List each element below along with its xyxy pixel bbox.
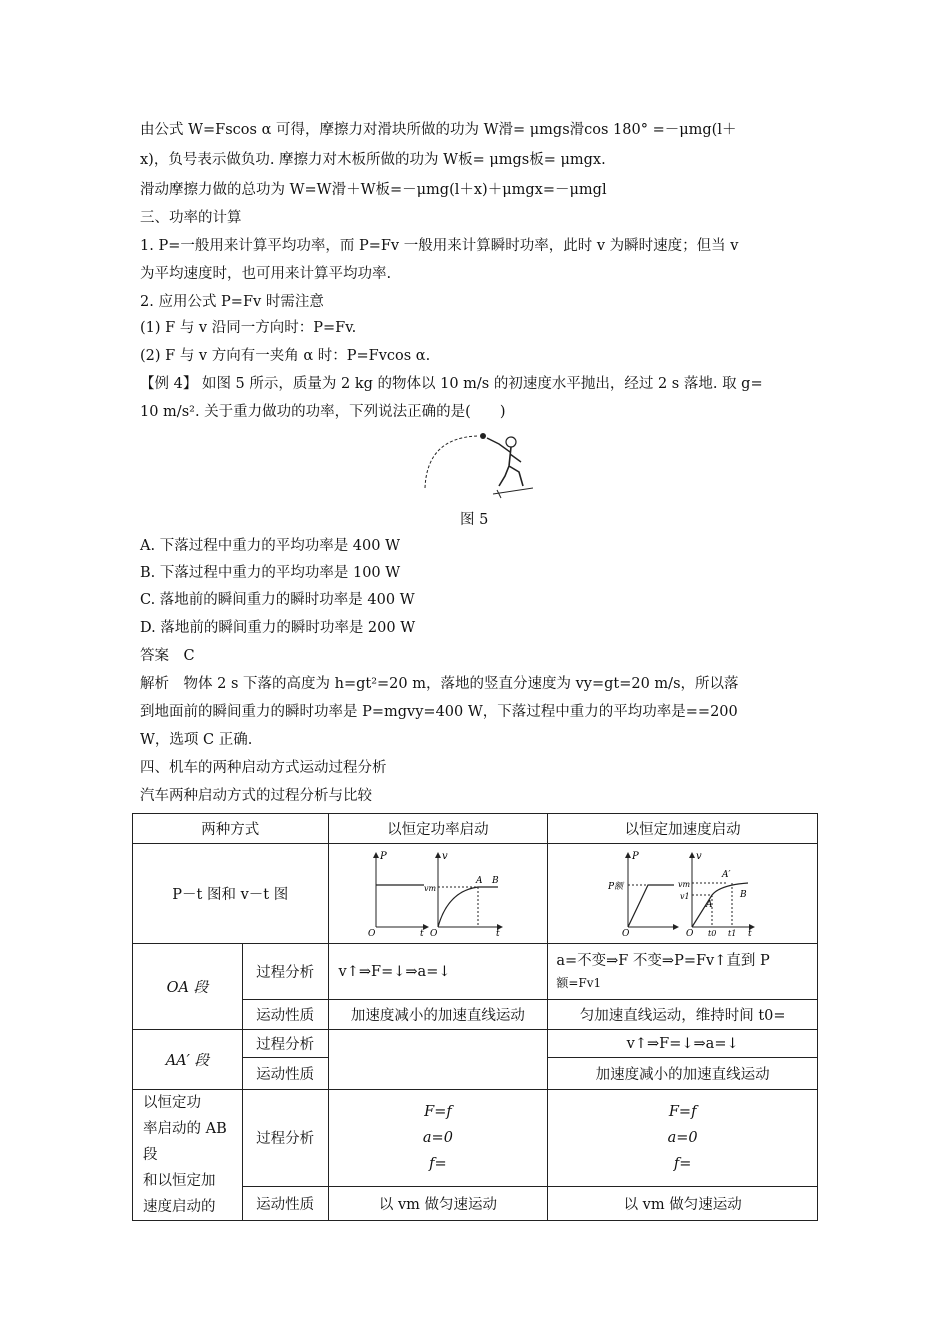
formula-line: a=0 [667, 1129, 698, 1146]
paragraph: 2. 应用公式 P=Fv 时需注意 [140, 294, 324, 310]
label-a: A [705, 899, 713, 910]
nature-label: 运动性质 [242, 1000, 328, 1030]
label-origin: O [621, 928, 630, 937]
axis-label-t: t [747, 928, 752, 937]
label-origin: O [429, 928, 438, 937]
label-v1: v1 [679, 891, 690, 901]
analysis: 到地面前的瞬间重力的瞬时功率是 P=mgvy=400 W，下落过程中重力的平均功率是==200 [140, 704, 738, 720]
option-d: D. 落地前的瞬间重力的瞬时功率是 200 W [140, 620, 416, 636]
aa-process-row [133, 1030, 818, 1058]
label-t1: t1 [727, 928, 736, 937]
row-label-line: 速度启动的 [143, 1199, 216, 1215]
option-c: C. 落地前的瞬间重力的瞬时功率是 400 W [140, 592, 415, 608]
aa-process-const-acc: v↑⇒F=↓⇒a=↓ [548, 1030, 818, 1058]
axis-label-p: P [631, 850, 639, 862]
label-p-rated: P额 [607, 881, 623, 892]
label-a: A [475, 875, 483, 886]
example-question: 10 m/s². 关于重力做功的功率，下列说法正确的是( ) [140, 404, 506, 420]
formula-line: f= [429, 1155, 447, 1172]
table-header: 两种方式 [133, 814, 329, 844]
row-label-line: 以恒定功 [143, 1095, 201, 1111]
const-power-graphs [328, 844, 548, 944]
paragraph: 滑动摩擦力做的总功为 W=W滑＋W板=－μmg(l＋x)＋μmgx=－μmgl [140, 182, 607, 198]
const-acc-pt-vt-graph [608, 847, 758, 937]
row-label-aa: AA′ 段 [133, 1030, 243, 1090]
axis-label-v: v [695, 850, 702, 862]
row-label-line: 和以恒定加 [143, 1173, 216, 1189]
section-heading: 三、功率的计算 [140, 210, 242, 226]
formula-line: a=不变⇒F 不变⇒P=Fv↑直到 P [556, 952, 770, 969]
oa-process-const-acc [548, 944, 818, 1000]
formula-line: F=f [668, 1103, 697, 1120]
table-intro: 汽车两种启动方式的过程分析与比较 [140, 788, 372, 804]
oa-process-row [133, 944, 818, 1000]
label-origin: O [367, 928, 376, 937]
option-a: A. 下落过程中重力的平均功率是 400 W [140, 538, 400, 554]
ab-nature-const-acc: 以 vm 做匀速运动 [548, 1186, 818, 1220]
row-label-oa: OA 段 [133, 944, 243, 1030]
oa-nature-const-power: 加速度减小的加速直线运动 [328, 1000, 548, 1030]
label-b: B [739, 889, 747, 900]
projectile-thrower-figure [415, 428, 533, 500]
ab-process-row [133, 1090, 818, 1187]
label-origin: O [685, 928, 694, 937]
axis-label-t: t [419, 928, 424, 937]
answer: 答案 C [140, 648, 195, 664]
aa-const-power-empty [328, 1030, 548, 1090]
section-heading: 四、机车的两种启动方式运动过程分析 [140, 760, 387, 776]
formula-line: 额=Fv1 [556, 975, 602, 990]
table-header: 以恒定加速度启动 [548, 814, 818, 844]
paragraph: 为平均速度时，也可用来计算平均功率. [140, 266, 392, 282]
analysis: W，选项 C 正确. [140, 732, 253, 748]
oa-process-const-power: v↑⇒F=↓⇒a=↓ [328, 944, 548, 1000]
comparison-table [132, 813, 818, 1221]
nature-label: 运动性质 [242, 1186, 328, 1220]
axis-label-p: P [379, 850, 387, 862]
figure-caption: 图 5 [460, 512, 489, 528]
label-b: B [491, 875, 499, 886]
option-b: B. 下落过程中重力的平均功率是 100 W [140, 565, 401, 581]
analysis: 解析 物体 2 s 下落的高度为 h=gt²=20 m，落地的竖直分速度为 vy=gt=20 m/s，所以落 [140, 676, 739, 692]
nature-label: 运动性质 [242, 1058, 328, 1090]
ab-process-const-power [328, 1090, 548, 1187]
table-header: 以恒定功率启动 [328, 814, 548, 844]
label-a-prime: A′ [721, 869, 731, 880]
axis-label-t: t [495, 928, 500, 937]
label-vm: vm [677, 879, 690, 889]
row-label-line: 率启动的 AB 段 [143, 1121, 227, 1163]
const-acc-graphs [548, 844, 818, 944]
ab-nature-const-power: 以 vm 做匀速运动 [328, 1186, 548, 1220]
paragraph: 由公式 W=Fscos α 可得，摩擦力对滑块所做的功为 W滑= μmgs滑cos 180° =－μmg(l＋ [140, 122, 737, 138]
paragraph: (2) F 与 v 方向有一夹角 α 时：P=Fvcos α. [140, 348, 431, 364]
paragraph: 1. P=一般用来计算平均功率，而 P=Fv 一般用来计算瞬时功率，此时 v 为瞬时速度；但当 v [140, 238, 739, 254]
process-label: 过程分析 [242, 1090, 328, 1187]
ab-process-const-acc [548, 1090, 818, 1187]
const-power-pt-vt-graph [368, 847, 508, 937]
aa-nature-const-acc: 加速度减小的加速直线运动 [548, 1058, 818, 1090]
paragraph: (1) F 与 v 沿同一方向时：P=Fv. [140, 320, 357, 336]
row-label-ab [133, 1090, 243, 1221]
row-label: P－t 图和 v－t 图 [133, 844, 329, 944]
label-vm: vm [423, 883, 437, 893]
graph-row [133, 844, 818, 944]
example-question: 【例 4】 如图 5 所示，质量为 2 kg 的物体以 10 m/s 的初速度水平抛出，经过 2 s 落地. 取 g= [140, 376, 763, 392]
formula-line: a=0 [422, 1129, 453, 1146]
table-header-row [133, 814, 818, 844]
oa-nature-const-acc: 匀加速直线运动，维持时间 t0= [548, 1000, 818, 1030]
axis-label-v: v [441, 850, 448, 862]
process-label: 过程分析 [242, 944, 328, 1000]
formula-line: F=f [424, 1103, 452, 1120]
paragraph: x)，负号表示做负功. 摩擦力对木板所做的功为 W板= μmgs板= μmgx. [140, 152, 606, 168]
process-label: 过程分析 [242, 1030, 328, 1058]
formula-line: f= [673, 1155, 692, 1172]
label-t0: t0 [707, 928, 716, 937]
